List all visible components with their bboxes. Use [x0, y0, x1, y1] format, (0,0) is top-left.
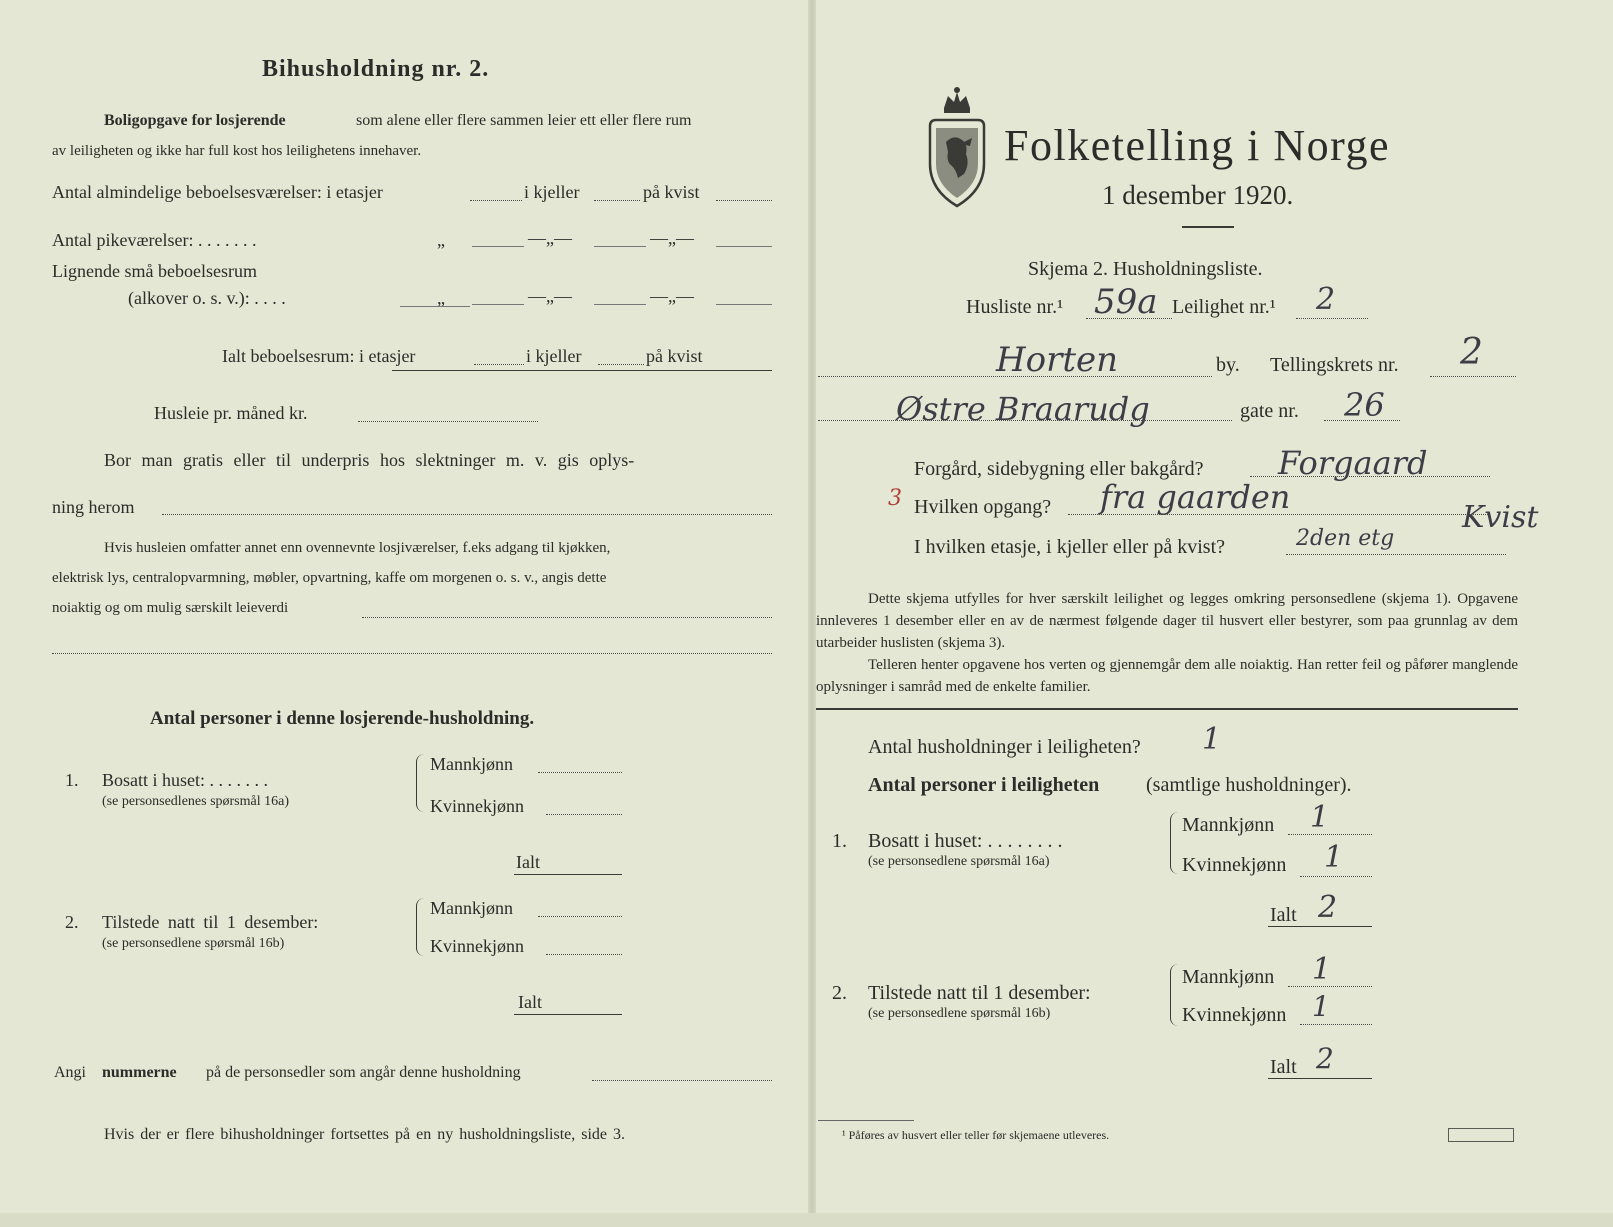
rooms-kvist: på kvist	[643, 182, 700, 202]
left-q2-mann-field[interactable]	[538, 916, 622, 917]
left-q1-mann-field[interactable]	[538, 772, 622, 773]
ialt-kvist: på kvist	[646, 346, 703, 366]
opgang-mark: 3	[888, 486, 902, 511]
right-q1-brace	[1170, 812, 1179, 874]
right-q2-ialt-field	[1268, 1078, 1372, 1079]
left-q2-sub: (se personsedlene spørsmål 16b)	[102, 936, 285, 951]
pike-kjeller-field[interactable]	[594, 246, 646, 247]
intro-line2: av leiligheten og ikke har full kost hos leilighetens innehaver.	[52, 143, 422, 159]
right-q1-label: Bosatt i huset: . . . . . . . .	[868, 830, 1063, 852]
kvist-value[interactable]: Kvist	[1462, 500, 1539, 535]
pike-ditto-2: —„—	[528, 228, 572, 248]
footnote: ¹ Påføres av husvert eller teller før skjemaene utleveres.	[842, 1128, 1110, 1142]
left-q1-ialt-field[interactable]	[514, 874, 622, 875]
pike-ditto: „	[437, 230, 445, 250]
right-persons-rest: (samtlige husholdninger).	[1146, 774, 1352, 796]
leilighet-field	[1296, 318, 1368, 319]
skjema-label: Skjema 2. Husholdningsliste.	[1028, 258, 1263, 280]
right-q2-kvinne: Kvinnekjønn	[1182, 1004, 1287, 1026]
city-value[interactable]: Horten	[996, 340, 1119, 380]
opgang-label: Hvilken opgang?	[914, 496, 1052, 518]
right-q1-ialt-field	[1268, 926, 1372, 927]
lignende-ditto: „	[437, 288, 445, 308]
left-title: Bihusholdning nr. 2.	[262, 56, 490, 82]
forgard-field	[1250, 476, 1490, 477]
ialt-rooms-rule	[392, 370, 772, 371]
husliste-value[interactable]: 59a	[1094, 282, 1158, 322]
angi-post: på de personsedler som angår denne husholdning	[206, 1064, 521, 1081]
etasje-value[interactable]: 2den etg	[1296, 526, 1395, 551]
intro-bold: Boligopgave for losjerende	[104, 112, 286, 129]
bor-line2: ning herom	[52, 497, 135, 517]
husliste-field	[1086, 318, 1172, 319]
left-q1-ialt: Ialt	[516, 852, 540, 872]
lignende-ditto-3: —„—	[650, 286, 694, 306]
pike-kvist-field[interactable]	[716, 246, 772, 247]
right-q2-kvinne-field	[1300, 1024, 1372, 1025]
right-q2-num: 2.	[832, 982, 847, 1004]
left-q2-kvinne: Kvinnekjønn	[430, 936, 524, 956]
angi-pre: Angi	[54, 1064, 86, 1081]
husleie-label: Husleie pr. måned kr.	[154, 403, 308, 423]
opgang-value[interactable]: fra gaarden	[1100, 478, 1291, 516]
left-q1-num: 1.	[65, 770, 79, 790]
left-q1-sub: (se personsedlenes spørsmål 16a)	[102, 794, 290, 809]
lignende-kvist-field[interactable]	[716, 304, 772, 305]
right-q1-kvinne-field	[1300, 876, 1372, 877]
right-q2-brace	[1170, 964, 1179, 1026]
rooms-label: Antal almindelige beboelsesværelser: i etasjer	[52, 182, 383, 202]
right-q1-ialt: Ialt	[1270, 904, 1297, 926]
left-q1-kvinne-field[interactable]	[546, 814, 622, 815]
city-field	[818, 376, 1212, 377]
lignende-line1: Lignende små beboelsesrum	[52, 261, 257, 281]
printer-stamp	[1448, 1128, 1514, 1142]
left-q2-ialt: Ialt	[518, 992, 542, 1012]
instructions-1: Dette skjema utfylles for hver særskilt leilighet og legges omkring personsedlene (skjema 1). Opgavene innleveres 1 desember eller en av de nærmest følgende dager til husvert eller bestyrer, som paa grunnlag av dem utarbeider huslisten (skjema 3).	[816, 591, 1518, 651]
husleie-field[interactable]	[358, 421, 538, 422]
ialt-kjeller: i kjeller	[526, 346, 582, 366]
rooms-etasjer-field[interactable]	[470, 200, 522, 201]
left-q2-mann: Mannkjønn	[430, 898, 513, 918]
left-q2-ialt-field[interactable]	[514, 1014, 622, 1015]
right-q1-sub: (se personsedlene spørsmål 16a)	[868, 854, 1050, 869]
left-q1-mann: Mannkjønn	[430, 754, 513, 774]
right-q1-kvinne: Kvinnekjønn	[1182, 854, 1287, 876]
gate-label: gate nr.	[1240, 400, 1299, 422]
left-q1-label: Bosatt i huset: . . . . . . .	[102, 770, 268, 790]
gate-value[interactable]: 26	[1344, 386, 1385, 424]
left-q2-label: Tilstede natt til 1 desember:	[102, 912, 319, 932]
pike-etasjer-field[interactable]	[472, 246, 524, 247]
ialt-etasjer-field[interactable]	[474, 364, 524, 365]
right-title: Folketelling i Norge	[1004, 121, 1391, 170]
footnote-rule	[818, 1120, 914, 1121]
pike-label: Antal pikeværelser: . . . . . . .	[52, 230, 257, 250]
tellingskrets-field	[1430, 376, 1516, 377]
right-q1-mann-value[interactable]: 1	[1310, 800, 1330, 835]
husholdninger-value[interactable]: 1	[1202, 722, 1222, 757]
center-fold	[808, 0, 816, 1227]
right-q1-mann: Mannkjønn	[1182, 814, 1275, 836]
right-q2-label: Tilstede natt til 1 desember:	[868, 982, 1091, 1004]
street-value[interactable]: Østre Braarudg	[896, 390, 1150, 428]
right-q1-kvinne-value[interactable]: 1	[1324, 840, 1344, 875]
forgard-label: Forgård, sidebygning eller bakgård?	[914, 458, 1204, 480]
opgang-field	[1068, 514, 1490, 515]
etasje-label: I hvilken etasje, i kjeller eller på kvist?	[914, 536, 1225, 558]
lignende-line2: (alkover o. s. v.): . . . .	[128, 288, 286, 308]
right-q2-mann-value[interactable]: 1	[1312, 952, 1332, 987]
bor-line1: Bor man gratis eller til underpris hos slektninger m. v. gis oplys-	[104, 450, 635, 470]
right-q2-sub: (se personsedlene spørsmål 16b)	[868, 1006, 1051, 1021]
street-field	[818, 420, 1232, 421]
lignende-underline	[400, 306, 470, 307]
left-q2-kvinne-field[interactable]	[546, 954, 622, 955]
ialt-kjeller-field[interactable]	[598, 364, 644, 365]
left-q1-kvinne: Kvinnekjønn	[430, 796, 524, 816]
husholdninger-label: Antal husholdninger i leiligheten?	[868, 736, 1141, 758]
instructions-2: Telleren henter opgavene hos verten og gjennemgår dem alle noiaktig. Han retter feil og påfører manglende oplysninger i samråd med de enkelte familier.	[816, 657, 1518, 695]
right-q1-ialt-value[interactable]: 2	[1318, 890, 1338, 925]
pike-ditto-3: —„—	[650, 228, 694, 248]
by-label: by.	[1216, 354, 1240, 376]
rooms-kjeller-field[interactable]	[594, 200, 640, 201]
bor-field[interactable]	[162, 514, 772, 515]
lignende-etasjer-field[interactable]	[472, 304, 524, 305]
angi-field[interactable]	[592, 1080, 772, 1081]
ialt-rooms-label: Ialt beboelsesrum: i etasjer	[222, 346, 416, 366]
hvis-line2: elektrisk lys, centralopvarmning, møbler, opvartning, kaffe om morgenen o. s. v., angis dette	[52, 570, 607, 586]
right-persons-bold: Antal personer i leiligheten	[868, 774, 1100, 796]
rooms-kjeller: i kjeller	[524, 182, 580, 202]
hvis-line1: Hvis husleien omfatter annet enn ovennevnte losjiværelser, f.eks adgang til kjøkken,	[104, 540, 611, 556]
norwegian-coat-of-arms-icon	[926, 86, 988, 210]
left-q2-num: 2.	[65, 912, 79, 932]
forgard-value[interactable]: Forgaard	[1278, 444, 1428, 482]
right-q1-mann-field	[1288, 834, 1372, 835]
right-q1-num: 1.	[832, 830, 847, 852]
right-q2-mann: Mannkjønn	[1182, 966, 1275, 988]
lignende-kjeller-field[interactable]	[594, 304, 646, 305]
lignende-ditto-2: —„—	[528, 286, 572, 306]
right-page-husholdningsliste	[816, 0, 1613, 1227]
left-q1-brace	[416, 754, 425, 812]
left-persons-heading: Antal personer i denne losjerende-husholdning.	[150, 708, 535, 729]
leilighet-value[interactable]: 2	[1316, 282, 1336, 317]
leieverdi-field[interactable]	[362, 617, 772, 618]
right-q2-kvinne-value[interactable]: 1	[1312, 990, 1330, 1023]
leilighet-label: Leilighet nr.¹	[1172, 296, 1276, 318]
etasje-field	[1286, 554, 1506, 555]
intro-rest: som alene eller flere sammen leier ett eller flere rum	[356, 112, 692, 129]
angi-bold: nummerne	[102, 1064, 177, 1081]
census-date: 1 desember 1920.	[1102, 180, 1294, 210]
gate-field	[1324, 420, 1400, 421]
right-q2-mann-field	[1288, 986, 1372, 987]
leieverdi-field-2[interactable]	[52, 653, 772, 654]
right-q2-ialt: Ialt	[1270, 1056, 1297, 1078]
left-q2-brace	[416, 898, 425, 956]
tellingskrets-label: Tellingskrets nr.	[1270, 354, 1399, 376]
left-footer: Hvis der er flere bihusholdninger fortsettes på en ny husholdningsliste, side 3.	[104, 1126, 626, 1143]
rooms-kvist-field[interactable]	[716, 200, 772, 201]
instructions-rule	[816, 708, 1518, 710]
hvis-line3: noiaktig og om mulig særskilt leieverdi	[52, 600, 289, 616]
title-divider	[1182, 226, 1234, 228]
husliste-label: Husliste nr.¹	[966, 296, 1064, 318]
right-q2-ialt-value[interactable]: 2	[1316, 1042, 1334, 1075]
tellingskrets-value[interactable]: 2	[1460, 332, 1483, 373]
